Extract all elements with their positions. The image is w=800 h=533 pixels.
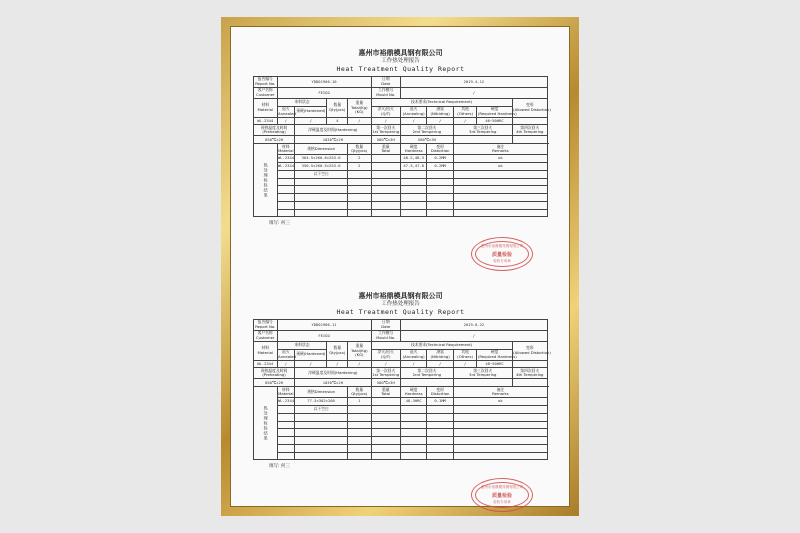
hardening-value: 1030℃×2H	[295, 379, 371, 387]
res-hardness-label: 硬度 Hardness	[400, 387, 426, 398]
hardened-label: 预硬(Hardened)	[295, 106, 327, 117]
distortion-value	[512, 360, 547, 368]
temper1-value: 580℃×3H	[371, 136, 400, 144]
date-value: 2019-8-22	[400, 320, 547, 331]
hardening-label: 淬硬温度及时间(Hardening)	[295, 125, 371, 136]
qty-value: /	[327, 360, 348, 368]
res-distortion-label: 变形 Distortion	[427, 144, 453, 155]
qty-value: 4	[327, 117, 348, 125]
res-dimension-label: 规格Dimension	[295, 144, 348, 155]
res-weight-label: 重量 Total	[371, 387, 400, 398]
qt-label: 淬火/回火 (Q/T)	[371, 349, 400, 360]
preheat-label: 预热温度及时间 (Preheating)	[254, 368, 295, 379]
inspector-signature: 填写: 何三	[269, 221, 290, 227]
company-name: 惠州市裕鼎模具钢有限公司	[358, 292, 443, 300]
table-row: WL.2344 77.5×302×200 1 48.3HRC 0.1MM ok	[254, 398, 548, 406]
company-seal-stamp: 惠州市裕鼎模具钢有限公司 质量检验 检验专用章	[471, 237, 533, 271]
distortion-label: 变形 (Allowed Distortion)	[512, 98, 547, 117]
annealed-value: /	[277, 117, 295, 125]
report-no-label: 报告编号 Report No.	[255, 76, 276, 86]
temper4-label: 第四次回火 4th Tempering	[512, 125, 547, 136]
results-section-label: 热处理检验结果	[254, 387, 278, 460]
required-hardness-label: 硬度 (Required Hardness)	[477, 106, 517, 116]
nitriding-value: /	[427, 117, 453, 125]
tech-req-label: 技术要求(Technical Requirement)	[371, 341, 512, 349]
customer-label: 客户名称 Customer	[254, 330, 278, 341]
mould-no-value: /	[400, 330, 547, 341]
hardened-value: /	[295, 117, 327, 125]
temper2-label: 第二次回火 2nd Tempering	[400, 125, 453, 136]
table-row: WL.2344 350.5×260.5×253.6 2 47.3,47.8 0.2MM ok	[254, 162, 548, 170]
res-remarks-label: 备注 Remarks	[453, 144, 547, 155]
report-subtitle: 工作热处理报告	[381, 58, 420, 64]
report-title-en: Heat Treatment Quality Report	[336, 308, 465, 316]
mould-no-label: 工作模号 Mould No.	[371, 87, 400, 98]
temper1-value: 580℃×3H	[371, 379, 400, 387]
distortion-value	[512, 117, 547, 125]
results-section-label: 热处理检验结果	[254, 144, 278, 217]
certificate-sheet	[230, 26, 570, 507]
required-hardness-value: 48~50HRC	[477, 360, 512, 368]
res-distortion-label: 变形 Distortion	[427, 387, 453, 398]
qty-label: 数量 Qty(pcs)	[327, 341, 348, 360]
report-title-en: Heat Treatment Quality Report	[336, 65, 465, 73]
others-value: /	[453, 360, 477, 368]
date-label: 日期 Date	[371, 320, 400, 331]
temper2-value	[400, 379, 453, 387]
material-label: 材料 Material	[254, 98, 278, 117]
customer-label: 客户名称 Customer	[254, 87, 278, 98]
material-value: WL.2344	[254, 360, 278, 368]
annealing-value: /	[400, 117, 426, 125]
qt-label: 淬火/回火 (Q/T)	[371, 106, 400, 117]
annealing-label: 退火 (Annealing)	[400, 106, 426, 117]
nitriding-label: 渗氮 (Nitriding)	[427, 349, 453, 360]
temper2-label: 第二次回火 2nd Tempering	[400, 368, 453, 379]
required-hardness-label: 硬度 (Required Hardness)	[477, 349, 517, 359]
table-row	[254, 405, 548, 413]
inspector-signature: 填写: 何三	[269, 464, 290, 470]
temper4-value	[512, 136, 547, 144]
gold-picture-frame	[221, 17, 579, 516]
annealing-value: /	[400, 360, 426, 368]
weight-value: /	[348, 117, 372, 125]
below-blank-note: 以下空白	[295, 170, 348, 178]
incoming-label: 来料状态	[277, 98, 327, 106]
report-table	[253, 76, 551, 217]
nitriding-value: /	[427, 360, 453, 368]
others-value: /	[453, 117, 477, 125]
res-material-label: 材料 Material	[278, 386, 294, 397]
material-value: WL.2344	[254, 117, 278, 125]
customer-value: FEIGO	[277, 87, 371, 98]
annealed-value: /	[277, 360, 295, 368]
temper3-value	[453, 379, 512, 387]
qt-value: /	[371, 117, 400, 125]
below-blank-note: 以下空白	[295, 405, 348, 413]
temper3-label: 第三次回火 3rd Tempering	[453, 368, 512, 379]
preheat-value: 850℃×2H	[254, 379, 295, 387]
qt-value: /	[371, 360, 400, 368]
qty-label: 数量 Qty(pcs)	[327, 98, 348, 117]
annealed-label: 退火 Annealed	[278, 106, 296, 116]
company-name: 惠州市裕鼎模具钢有限公司	[358, 49, 443, 57]
report-subtitle: 工作热处理报告	[381, 301, 420, 307]
company-seal-stamp: 惠州市裕鼎模具钢有限公司 质量检验 检验专用章	[471, 478, 533, 512]
temper1-label: 第一次回火 1st Tempering	[372, 367, 400, 378]
report-no-value: YDD01906-11	[277, 320, 371, 331]
heat-treatment-report-2	[253, 292, 551, 504]
customer-value: FEIGO	[277, 330, 371, 341]
others-label: 其他 (Others)	[453, 106, 477, 117]
res-hardness-label: 硬度 Hardness	[400, 144, 426, 155]
temper3-label: 第三次回火 3rd Tempering	[453, 125, 512, 136]
annealing-label: 退火 (Annealing)	[400, 349, 426, 360]
res-qty-label: 数量 Qty(pcs)	[348, 144, 372, 155]
res-remarks-label: 备注 Remarks	[453, 387, 547, 398]
table-row: WL.2344 364.5×260.6×253.6 2 48.2,48.3 0.2MM ok	[254, 155, 548, 163]
res-material-label: 材料 Material	[278, 143, 294, 154]
report-no-label: 报告编号 Report No.	[255, 319, 276, 329]
temper1-label: 第一次回火 1st Tempering	[372, 124, 400, 135]
report-table	[253, 319, 551, 460]
temper4-value	[512, 379, 547, 387]
material-label: 材料 Material	[254, 341, 278, 360]
temper4-label: 第四次回火 4th Tempering	[512, 368, 547, 379]
required-hardness-value: 46~50HRC	[477, 117, 512, 125]
hardening-value: 1030℃×2H	[295, 136, 371, 144]
table-row	[254, 170, 548, 178]
date-label: 日期 Date	[371, 77, 400, 88]
incoming-label: 来料状态	[277, 341, 327, 349]
date-value: 2019-4-12	[400, 77, 547, 88]
others-label: 其他 (Others)	[453, 349, 477, 360]
heat-treatment-report-1	[253, 49, 551, 263]
res-weight-label: 重量 Total	[371, 144, 400, 155]
report-no-value: YDD01906-10	[277, 77, 371, 88]
hardened-label: 预硬(Hardened)	[295, 349, 327, 360]
weight-label: 重量 Total(Kg) (KG)	[348, 98, 372, 117]
annealed-label: 退火 Annealed	[278, 349, 296, 359]
res-qty-label: 数量 Qty(pcs)	[348, 387, 372, 398]
weight-label: 重量 Total(Kg) (KG)	[348, 341, 372, 360]
nitriding-label: 渗氮 (Nitriding)	[427, 106, 453, 117]
weight-value: /	[348, 360, 372, 368]
mould-no-label: 工作模号 Mould No.	[371, 330, 400, 341]
temper3-value	[453, 136, 512, 144]
res-dimension-label: 规格Dimension	[295, 387, 348, 398]
hardening-label: 淬硬温度及时间(Hardening)	[295, 368, 371, 379]
preheat-value: 850℃×2H	[254, 136, 295, 144]
hardened-value: /	[295, 360, 327, 368]
temper2-value: 580℃×3H	[400, 136, 453, 144]
mould-no-value: /	[400, 87, 547, 98]
distortion-label: 变形 (Allowed Distortion)	[512, 341, 547, 360]
tech-req-label: 技术要求(Technical Requirement)	[371, 98, 512, 106]
preheat-label: 预热温度及时间 (Preheating)	[254, 125, 295, 136]
